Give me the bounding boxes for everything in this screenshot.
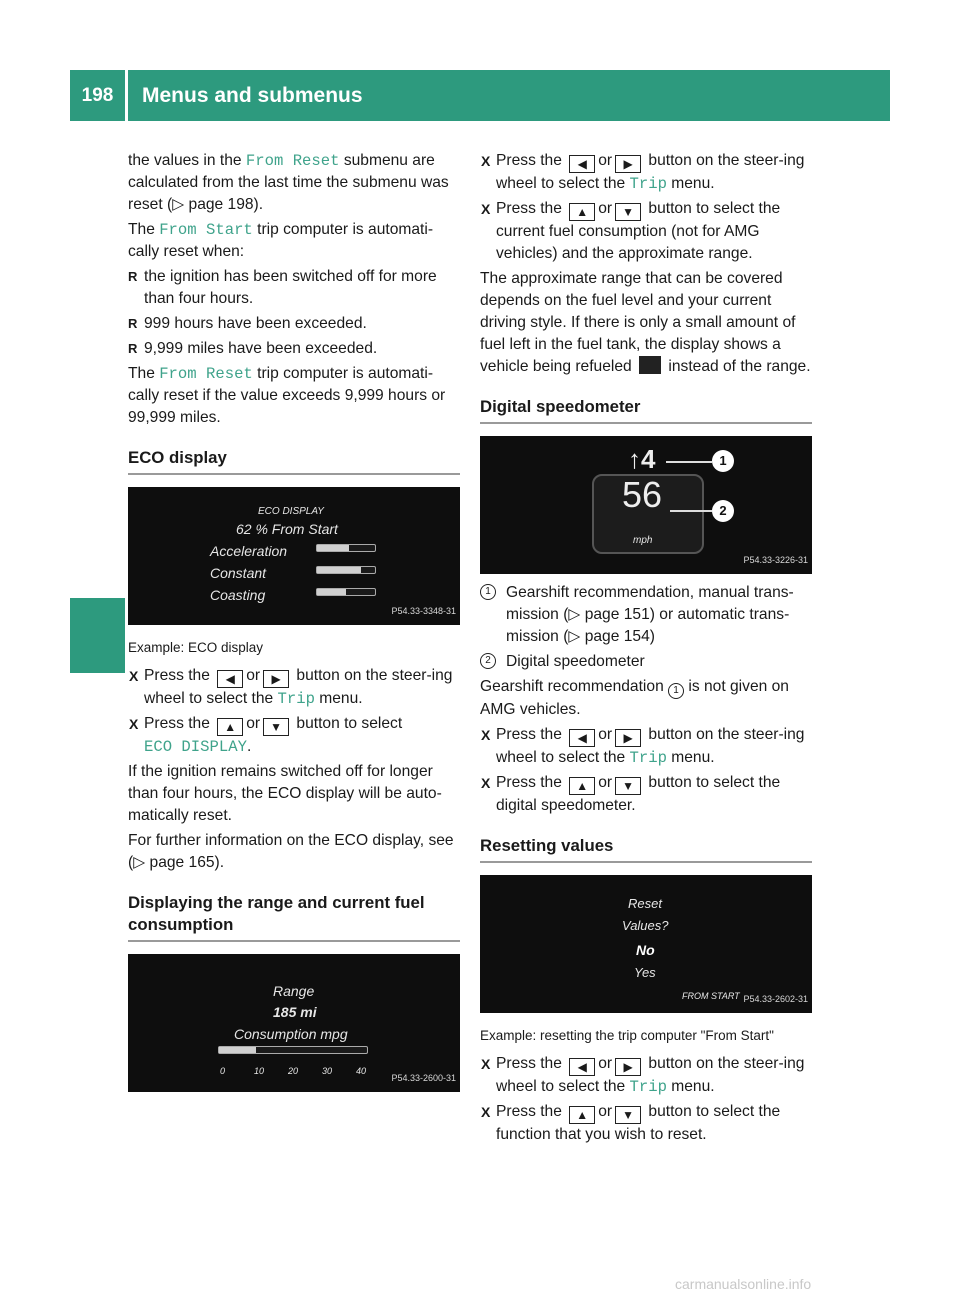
range-display-image: [128, 954, 460, 1092]
bar-fill: [219, 1047, 256, 1053]
up-arrow-icon: ▲: [569, 1106, 595, 1124]
text: button to select the current fuel consumption (not for AMG vehicles) and the approximate range.: [496, 200, 781, 262]
keyword: From Reset: [245, 152, 340, 170]
text: or: [598, 152, 613, 169]
text: Gearshift recommendation, manual trans-mission (▷ page 151) or automatic trans-mission (▷ page 154): [506, 584, 794, 645]
up-arrow-icon: ▲: [569, 777, 595, 795]
left-arrow-icon: ◀: [217, 670, 243, 688]
text: instead of the range.: [664, 358, 811, 375]
text: Gearshift recommendation: [480, 678, 669, 695]
text: trip computer is automati-cally reset if the value exceeds 9,999 hours or 99,999 miles.: [128, 365, 446, 426]
image-code: P54.33-2600-31: [391, 1073, 456, 1083]
down-arrow-icon: ▼: [615, 1106, 641, 1124]
tick-label: 10: [254, 1066, 265, 1076]
text: trip computer is automati-cally reset when:: [128, 221, 434, 260]
step: [480, 1053, 812, 1098]
text: or: [598, 774, 613, 791]
image-text: Acceleration: [210, 543, 288, 559]
text: The: [128, 365, 160, 382]
text: .: [246, 738, 252, 755]
down-arrow-icon: ▼: [615, 777, 641, 795]
list-item: R 9,999 miles have been exceeded.: [128, 338, 460, 360]
eco-display-image: [128, 487, 460, 625]
keyword: Trip: [629, 1078, 667, 1096]
heading-digital-speedometer: Digital speedometer: [480, 396, 812, 424]
callout-1-marker: 1: [668, 683, 684, 699]
speed-value: 56: [622, 474, 663, 515]
down-arrow-icon: ▼: [615, 203, 641, 221]
callout-1: 1: [712, 450, 734, 472]
speed-unit: mph: [633, 535, 653, 546]
text: Press the: [144, 715, 215, 732]
consumption-bar: [218, 1046, 368, 1054]
heading-eco-display: ECO display: [128, 447, 460, 475]
list-item: R 999 hours have been exceeded.: [128, 313, 460, 335]
text: menu.: [666, 749, 715, 766]
step: [128, 713, 460, 758]
callout-2-marker: 2: [480, 653, 496, 669]
image-text: ECO DISPLAY: [258, 506, 324, 517]
callout-line: [666, 461, 712, 463]
text: Press the: [496, 200, 567, 217]
image-text: Consumption mpg: [234, 1026, 348, 1042]
keyword: Trip: [629, 175, 667, 193]
text: button on the steer-ing wheel to select the: [144, 667, 453, 707]
keyword: From Start: [159, 221, 253, 239]
tick-label: 0: [220, 1066, 226, 1076]
text: is not given on AMG vehicles.: [480, 678, 789, 718]
text: Press the: [144, 667, 215, 684]
bar-fill: [317, 545, 349, 551]
text: Press the: [496, 1103, 567, 1120]
paragraph: [480, 268, 812, 378]
image-text: Constant: [210, 565, 267, 581]
tick-label: 40: [356, 1066, 367, 1076]
image-text: Yes: [634, 965, 656, 980]
image-text: Coasting: [210, 587, 266, 603]
callout-2: 2: [712, 500, 734, 522]
page-number: 198: [81, 85, 114, 106]
right-arrow-icon: ▶: [615, 155, 641, 173]
text: button on the steer-ing wheel to select the: [496, 152, 805, 192]
text: button to select: [292, 715, 403, 732]
image-text: FROM START: [682, 991, 740, 1001]
acceleration-bar: [316, 544, 376, 552]
caption: Example: resetting the trip computer "From Start": [480, 1028, 774, 1043]
caption: Example: ECO display: [128, 640, 264, 655]
callout-line: [670, 510, 712, 512]
text: Press the: [496, 726, 567, 743]
down-arrow-icon: ▼: [263, 718, 289, 736]
paragraph: If the ignition remains switched off for longer than four hours, the ECO display will be auto-matically reset.: [128, 763, 442, 824]
image-code: P54.33-3348-31: [391, 606, 456, 616]
paragraph: [128, 150, 460, 216]
text: button on the steer-ing wheel to select the: [496, 1055, 805, 1095]
step: [480, 1101, 812, 1146]
constant-bar: [316, 566, 376, 574]
text: Digital speedometer: [506, 653, 645, 670]
text: Press the: [496, 1055, 567, 1072]
image-text: Reset: [628, 896, 662, 911]
image-text: No: [636, 942, 655, 958]
paragraph: [128, 219, 460, 263]
keyword: Trip: [629, 749, 667, 767]
text: Press the: [496, 774, 567, 791]
speedometer-image: [480, 436, 812, 574]
tick-label: 30: [322, 1066, 333, 1076]
bar-fill: [317, 589, 346, 595]
image-code: P54.33-2602-31: [743, 994, 808, 1004]
right-arrow-icon: ▶: [615, 1058, 641, 1076]
text: submenu are calculated from the last time the submenu was reset (▷ page 198).: [128, 152, 449, 213]
reset-display-image: [480, 875, 812, 1013]
left-arrow-icon: ◀: [569, 1058, 595, 1076]
left-column: [128, 150, 460, 1092]
heading-range: Displaying the range and current fuel consumption: [128, 892, 460, 942]
text: menu.: [666, 1078, 715, 1095]
numbered-item: [480, 651, 812, 673]
paragraph: [128, 363, 460, 429]
text: Press the: [496, 152, 567, 169]
text: or: [246, 667, 261, 684]
image-text: Values?: [622, 918, 669, 933]
paragraph: [480, 676, 812, 721]
section-title: Menus and submenus: [142, 84, 363, 107]
list-item: R the ignition has been switched off for more than four hours.: [128, 266, 460, 310]
gear-indicator: ↑4: [628, 444, 656, 474]
heading-resetting-values: Resetting values: [480, 835, 812, 863]
text: or: [246, 715, 261, 732]
text: or: [598, 1055, 613, 1072]
numbered-item: [480, 582, 812, 648]
chapter-marker: [70, 598, 125, 673]
image-code: P54.33-3226-31: [743, 555, 808, 565]
paragraph: For further information on the ECO display, see (▷ page 165).: [128, 832, 454, 871]
text: menu.: [314, 690, 363, 707]
header-divider: [125, 70, 128, 121]
image-text: 185 mi: [273, 1004, 317, 1020]
step: [480, 150, 812, 195]
keyword: Trip: [277, 690, 315, 708]
text: button to select the function that you wish to reset.: [496, 1103, 781, 1143]
bar-fill: [317, 567, 361, 573]
text: The: [128, 221, 160, 238]
step: [480, 198, 812, 265]
tick-label: 20: [288, 1066, 299, 1076]
image-text: 62 % From Start: [236, 521, 338, 537]
text: or: [598, 1103, 613, 1120]
chapter-label: On-board computer and displays: [85, 191, 109, 521]
chapter-tab: [70, 121, 125, 591]
text: the values in the: [128, 152, 246, 169]
page-header: [70, 70, 890, 121]
callout-1-marker: 1: [480, 584, 496, 600]
coasting-bar: [316, 588, 376, 596]
text: menu.: [666, 175, 715, 192]
text: or: [598, 726, 613, 743]
keyword: ECO DISPLAY: [144, 738, 247, 756]
step: [480, 772, 812, 817]
right-arrow-icon: ▶: [263, 670, 289, 688]
step: [128, 665, 460, 710]
right-column: [480, 150, 812, 1149]
text: The approximate range that can be covered depends on the fuel level and your current driving style. If there is only a small amount of fuel left in the fuel tank, the display shows a vehicle being refueled: [480, 270, 796, 375]
watermark: carmanualsonline.info: [675, 1276, 812, 1292]
step: [480, 724, 812, 769]
text: button to select the digital speedometer.: [496, 774, 781, 814]
left-arrow-icon: ◀: [569, 729, 595, 747]
up-arrow-icon: ▲: [569, 203, 595, 221]
refuel-icon: [639, 356, 661, 374]
text: button on the steer-ing wheel to select the: [496, 726, 805, 766]
keyword: From Reset: [159, 365, 253, 383]
up-arrow-icon: ▲: [217, 718, 243, 736]
text: or: [598, 200, 613, 217]
right-arrow-icon: ▶: [615, 729, 641, 747]
image-text: Range: [273, 983, 315, 999]
left-arrow-icon: ◀: [569, 155, 595, 173]
